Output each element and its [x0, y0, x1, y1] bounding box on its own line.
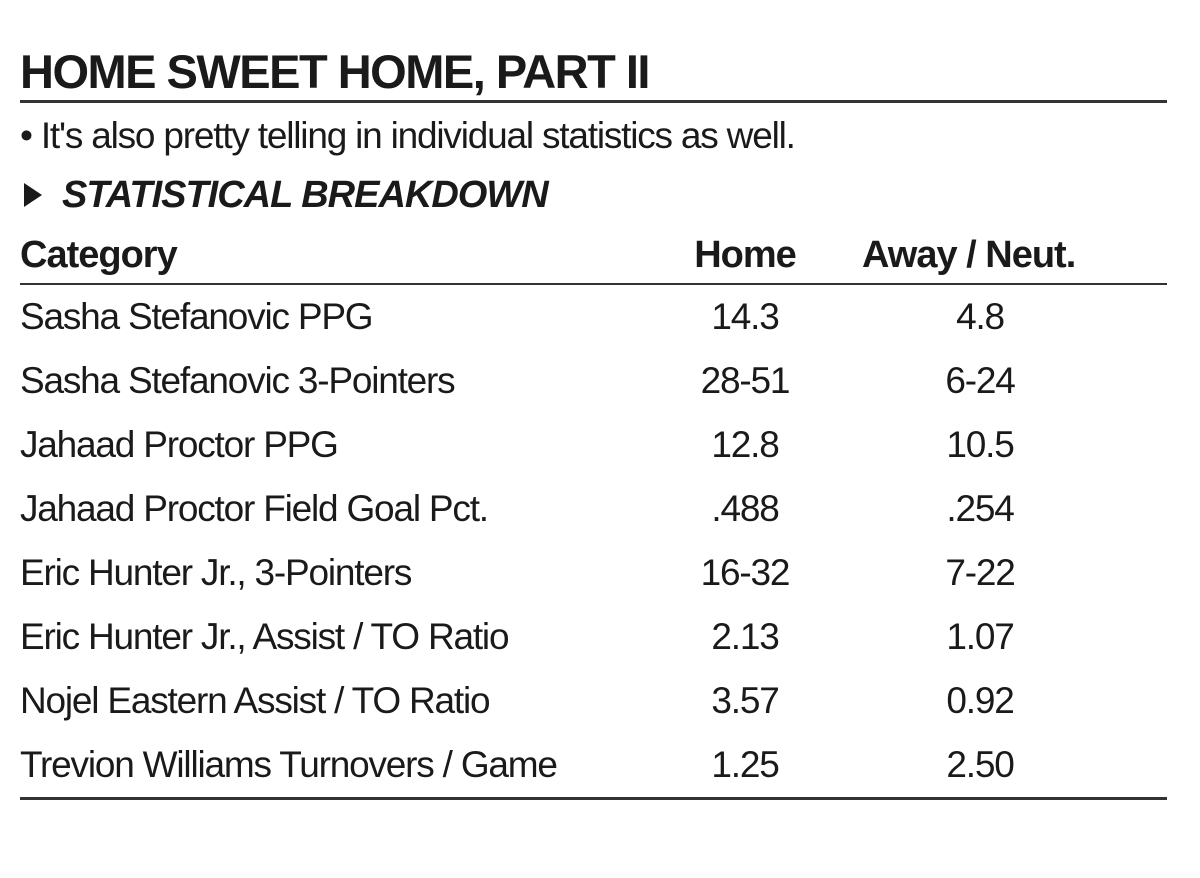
away-value: 7-22: [945, 552, 1015, 593]
category-cell: Sasha Stefanovic PPG: [20, 296, 373, 337]
away-value-cell: [830, 477, 1167, 541]
away-value: .254: [946, 488, 1014, 529]
away-value: 2.50: [946, 744, 1014, 785]
category-cell: Jahaad Proctor Field Goal Pct.: [20, 488, 488, 529]
category-cell: Sasha Stefanovic 3-Pointers: [20, 360, 455, 401]
away-value-cell: [830, 284, 1167, 349]
category-cell: Eric Hunter Jr., 3-Pointers: [20, 552, 412, 593]
stats-panel: [20, 44, 1167, 800]
table-row: [20, 541, 1167, 605]
triangle-right-icon: [24, 183, 42, 207]
away-value-cell: [830, 605, 1167, 669]
home-value-cell: 12.8: [711, 424, 779, 465]
away-value-cell: [830, 413, 1167, 477]
table-row: [20, 669, 1167, 733]
table-row: [20, 349, 1167, 413]
away-value: 4.8: [956, 296, 1004, 337]
home-value-cell: 28-51: [700, 360, 790, 401]
home-value-cell: .488: [711, 488, 779, 529]
away-value-cell: [830, 669, 1167, 733]
home-value-cell: 14.3: [711, 296, 779, 337]
section-label: STATISTICAL BREAKDOWN: [62, 173, 548, 216]
table-row: [20, 605, 1167, 669]
category-cell: Nojel Eastern Assist / TO Ratio: [20, 680, 490, 721]
category-cell: Eric Hunter Jr., Assist / TO Ratio: [20, 616, 509, 657]
away-value-cell: [830, 541, 1167, 605]
stats-table: [20, 227, 1167, 800]
away-value-cell: [830, 349, 1167, 413]
home-value-cell: 1.25: [660, 733, 830, 799]
column-header-away: Away / Neut.: [830, 227, 1167, 284]
column-header-home: Home: [660, 227, 830, 284]
section-header: [20, 171, 1167, 219]
away-value: 1.07: [946, 616, 1014, 657]
panel-title: HOME SWEET HOME, PART II: [20, 44, 1167, 103]
away-value: 10.5: [946, 424, 1014, 465]
table-body: [20, 284, 1167, 799]
away-value: 6-24: [945, 360, 1015, 401]
category-cell: Jahaad Proctor PPG: [20, 424, 338, 465]
table-row: [20, 477, 1167, 541]
table-row: [20, 733, 1167, 799]
away-value-cell: [830, 733, 1167, 799]
home-value-cell: 2.13: [711, 616, 779, 657]
table-header-row: [20, 227, 1167, 284]
home-value-cell: 3.57: [711, 680, 779, 721]
panel-subtitle: • It's also pretty telling in individual statistics as well.: [20, 115, 795, 156]
category-cell: Trevion Williams Turnovers / Game: [20, 733, 660, 799]
table-row: [20, 413, 1167, 477]
column-header-category: Category: [20, 227, 660, 284]
table-row: [20, 284, 1167, 349]
away-value: 0.92: [946, 680, 1014, 721]
home-value-cell: 16-32: [700, 552, 790, 593]
